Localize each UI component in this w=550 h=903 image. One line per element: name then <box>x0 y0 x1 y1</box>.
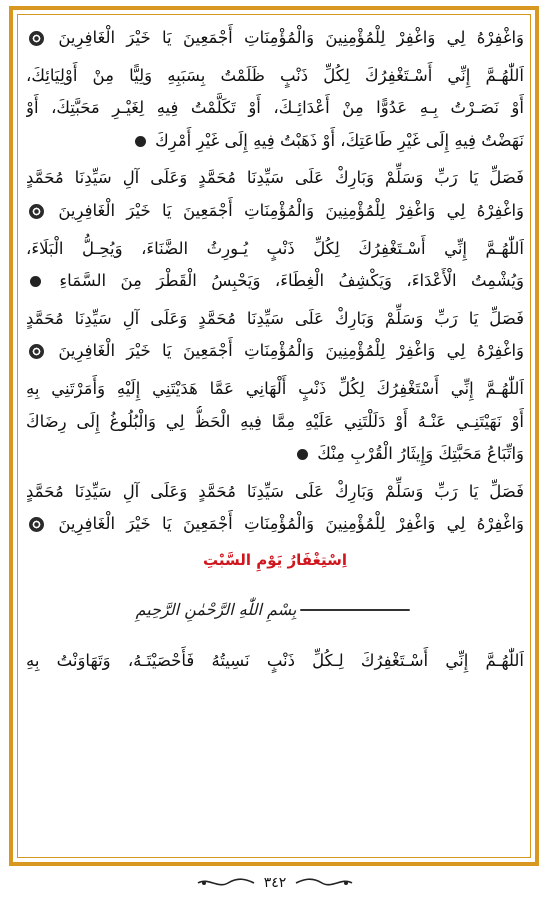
rosette-icon <box>29 517 44 532</box>
basmala-calligraphy <box>26 575 524 645</box>
text-line-4: نَهَضْتُ فِيهِ إِلَى غَيْرِ طَاعَتِكَ، أَوْ ذَهَبْتُ فِيهِ إِلَى غَيْرِ أَمْرِكَ <box>26 125 524 158</box>
rosette-icon <box>29 344 44 359</box>
text-line-1: وَاغْفِرْهُ لِي وَاغْفِرْ لِلْمُؤْمِنِينَ وَالْمُؤْمِنَاتِ أَجْمَعِينَ يَا خَيْرَ الْغَافِرِينَ <box>26 22 524 55</box>
text-line-8: وَيُشْمِتُ الْأَعْدَاءَ، وَيَكْشِفُ الْغِطَاءَ، وَيَحْبِسُ الْقَطْرَ مِنَ السَّمَاءِ <box>26 265 524 298</box>
page-footer <box>0 872 550 894</box>
dot-icon <box>30 276 41 287</box>
basmala-swash <box>300 609 410 611</box>
text-line-9: فَصَلِّ يَا رَبِّ وَسَلِّمْ وَبَارِكْ عَلَى سَيِّدِنَا مُحَمَّدٍ وَعَلَى آلِ سَيِّدِنَا مُحَمَّدٍ <box>26 308 524 328</box>
footer-ornament-icon <box>294 876 354 890</box>
text-line-14: فَصَلِّ يَا رَبِّ وَسَلِّمْ وَبَارِكْ عَلَى سَيِّدِنَا مُحَمَّدٍ وَعَلَى آلِ سَيِّدِنَا مُحَمَّدٍ <box>26 481 524 501</box>
text-line-11: اَللّٰهُـمَّ إِنِّي أَسْتَغْفِرُكَ لِكُلِّ ذَنْبٍ أَلْهَانِي عَمَّا هَدَيْتَنِي إِلَيْهِ وَأَمَرْتَنِي بِهِ <box>26 378 524 398</box>
footer-ornament-icon <box>196 876 256 890</box>
text-line-12: أَوْ نَهَيْتَنِـي عَنْـهُ أَوْ دَلَلْتَنِي عَلَيْهِ مِمَّا فِيهِ الْحَظُّ لِي وَالْبُلُوغُ إِلَى رِضَاكَ <box>26 411 524 431</box>
text-line-13: وَاتِّبَاعُ مَحَبَّتِكَ وَإِيثَارُ الْقُرْبِ مِنْكَ <box>26 438 524 471</box>
text-line-15: وَاغْفِرْهُ لِي وَاغْفِرْ لِلْمُؤْمِنِينَ وَالْمُؤْمِنَاتِ أَجْمَعِينَ يَا خَيْرَ الْغَافِرِينَ <box>26 508 524 541</box>
dot-icon <box>297 449 308 460</box>
rosette-icon <box>29 204 44 219</box>
section-heading: اِسْتِغْفَارُ يَوْمِ السَّبْتِ <box>202 550 348 569</box>
text-line-10: وَاغْفِرْهُ لِي وَاغْفِرْ لِلْمُؤْمِنِينَ وَالْمُؤْمِنَاتِ أَجْمَعِينَ يَا خَيْرَ الْغَافِرِينَ <box>26 335 524 368</box>
text-line-6: وَاغْفِرْهُ لِي وَاغْفِرْ لِلْمُؤْمِنِينَ وَالْمُؤْمِنَاتِ أَجْمَعِينَ يَا خَيْرَ الْغَافِرِينَ <box>26 195 524 228</box>
text-block <box>26 22 524 852</box>
text-line-3: أَوْ نَصَـرْتُ بِـهِ عَدُوًّا مِنْ أَعْدَائِـكَ، أَوْ تَكَلَّمْتُ فِيهِ لِغَيْـرِ مَحَبَّتِكَ، أَوْ <box>26 98 524 118</box>
text-line-16: اَللّٰهُـمَّ إِنِّي أَسْـتَغْفِرُكَ لِـكُلِّ ذَنْبٍ نَسِيتُهُ فَأَحْصَيْتَـهُ، وَتَهَاوَنْتُ بِهِ <box>26 650 524 670</box>
rosette-icon <box>29 31 44 46</box>
basmala-text: بِسْمِ اللّٰهِ الرَّحْمٰنِ الرَّحِيمِ <box>135 600 297 620</box>
text-line-2: اَللّٰهُـمَّ إِنِّي أَسْـتَغْفِرُكَ لِكُلِّ ذَنْبٍ ظَلَمْتُ بِسَبَبِهِ وَلِيًّا مِنْ أَوْلِيَائِكَ، <box>26 65 524 85</box>
text-line-7: اَللّٰهُـمَّ إِنِّي أَسْـتَغْفِرُكَ لِكُلِّ ذَنْبٍ يُـورِثُ الضَّنَاءَ، وَيُحِـلُّ الْبَلَاءَ، <box>26 238 524 258</box>
dot-icon <box>135 136 146 147</box>
text-line-5: فَصَلِّ يَا رَبِّ وَسَلِّمْ وَبَارِكْ عَلَى سَيِّدِنَا مُحَمَّدٍ وَعَلَى آلِ سَيِّدِنَا مُحَمَّدٍ <box>26 168 524 188</box>
page-number: ٣٤٢ <box>263 875 287 891</box>
